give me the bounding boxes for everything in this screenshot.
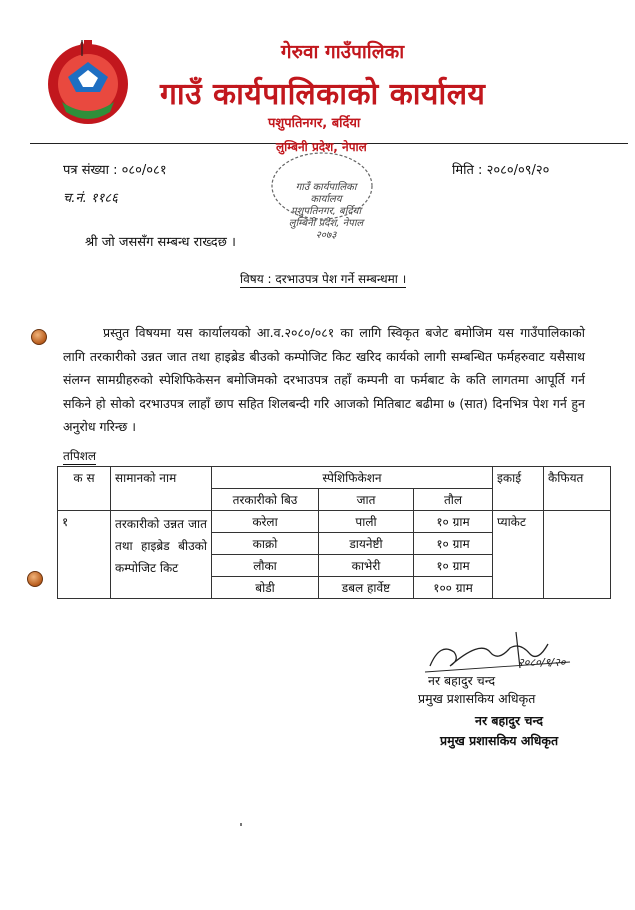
signer-name-printed: नर बहादुर चन्द — [475, 713, 543, 728]
cell-veg: लौका — [212, 555, 319, 577]
cell-unit: प्याकेट — [493, 511, 544, 599]
cell-variety: डबल हार्वेष्ट — [319, 577, 414, 599]
subject-line: विषय : दरभाउपत्र पेश गर्ने सम्बन्धमा । — [240, 272, 407, 286]
subheader-weight: तौल — [414, 489, 493, 511]
stamp-line-1: गाउँ कार्यपालिका — [295, 182, 357, 193]
header-remarks: कैफियत — [544, 467, 611, 511]
address-line-1: पशुपतिनगर, बर्दिया — [268, 116, 361, 131]
stamp-text — [272, 182, 380, 242]
punch-hole-icon — [31, 329, 47, 345]
cell-sn: १ — [58, 511, 111, 599]
annex-label: तपिशल — [63, 449, 97, 463]
signer-role-printed: प्रमुख प्रशासकिय अधिकृत — [440, 733, 559, 748]
header-unit: इकाई — [493, 467, 544, 511]
cell-weight: १० ग्राम — [414, 511, 493, 533]
stamp-line-3: पशुपतिनगर, बर्दिया — [290, 206, 362, 217]
signature-date: २०८०/९/२० — [518, 656, 566, 669]
office-title: गाउँ कार्यपालिकाको कार्यालय — [160, 77, 486, 112]
address-line-2: लुम्बिनी प्रदेश, नेपाल — [276, 140, 367, 154]
cell-variety: पाली — [319, 511, 414, 533]
cell-remarks — [544, 511, 611, 599]
specification-table — [57, 466, 611, 599]
signer-role-handwritten: प्रमुख प्रशासकिय अधिकृत — [418, 691, 536, 706]
cell-variety: काभेरी — [319, 555, 414, 577]
office-name: गेरुवा गाउँपालिका — [280, 41, 405, 63]
dispatch-number: च.नं. ११८६ — [63, 191, 118, 206]
signer-name-handwritten: नर बहादुर चन्द — [428, 673, 496, 688]
body-text: प्रस्तुत विषयमा यस कार्यालयको आ.व.२०८०/०८१ का लागि स्विकृत बजेट बमोजिम यस गाउँपालिकाको लागि तरकारीको उन्नत जात तथा हाइब्रेड बीउको कम्पोजिट किट खरिद कार्यको लागी सम्बन्धित फर्महरुवाट यसैसाथ संलग्न सामग्रीहरुको स्पेशिफिकेसन बमोजिमको दरभाउपत्र तहाँ कम्पनी वा फर्मबाट के कति लागतमा आपूर्ति गर्न सकिने हो सोको दरभाउपत्र लाहाँ छाप सहित शिलबन्दी गरि आजको मितिबाट बढीमा ७ (सात) दिनभित्र पेश गर्न हुन अनुरोध गरिन्छ । — [63, 325, 585, 434]
stamp-line-2: कार्यालय — [310, 194, 342, 205]
stray-mark — [240, 823, 242, 826]
stamp-line-4: लुम्बिनी प्रदेश, नेपाल — [288, 218, 364, 229]
table-header-row — [58, 467, 611, 489]
subheader-veg: तरकारीको बिउ — [212, 489, 319, 511]
cell-weight: १० ग्राम — [414, 533, 493, 555]
stamp-line-5: २०७३ — [315, 230, 337, 241]
cell-weight: १०० ग्राम — [414, 577, 493, 599]
letter-body — [63, 321, 585, 439]
subheader-variety: जात — [319, 489, 414, 511]
salutation: श्री जो जससँग सम्बन्ध राख्दछ । — [85, 235, 236, 250]
letter-date: मिति : २०८०/०९/२० — [452, 163, 550, 178]
table-row — [58, 511, 611, 533]
punch-hole-icon — [27, 571, 43, 587]
header-spec: स्पेशिफिकेशन — [212, 467, 493, 489]
header-item: सामानको नाम — [111, 467, 212, 511]
cell-veg: काक्रो — [212, 533, 319, 555]
reference-number: पत्र संख्या : ०८०/०८१ — [63, 163, 167, 178]
cell-weight: १० ग्राम — [414, 555, 493, 577]
cell-veg: करेला — [212, 511, 319, 533]
cell-veg: बोडी — [212, 577, 319, 599]
header-sn: क स — [58, 467, 111, 511]
cell-item-name: तरकारीको उन्नत जात तथा हाइब्रेड बीउको कम्पोजिट किट — [111, 511, 212, 599]
cell-variety: डायनेष्टी — [319, 533, 414, 555]
